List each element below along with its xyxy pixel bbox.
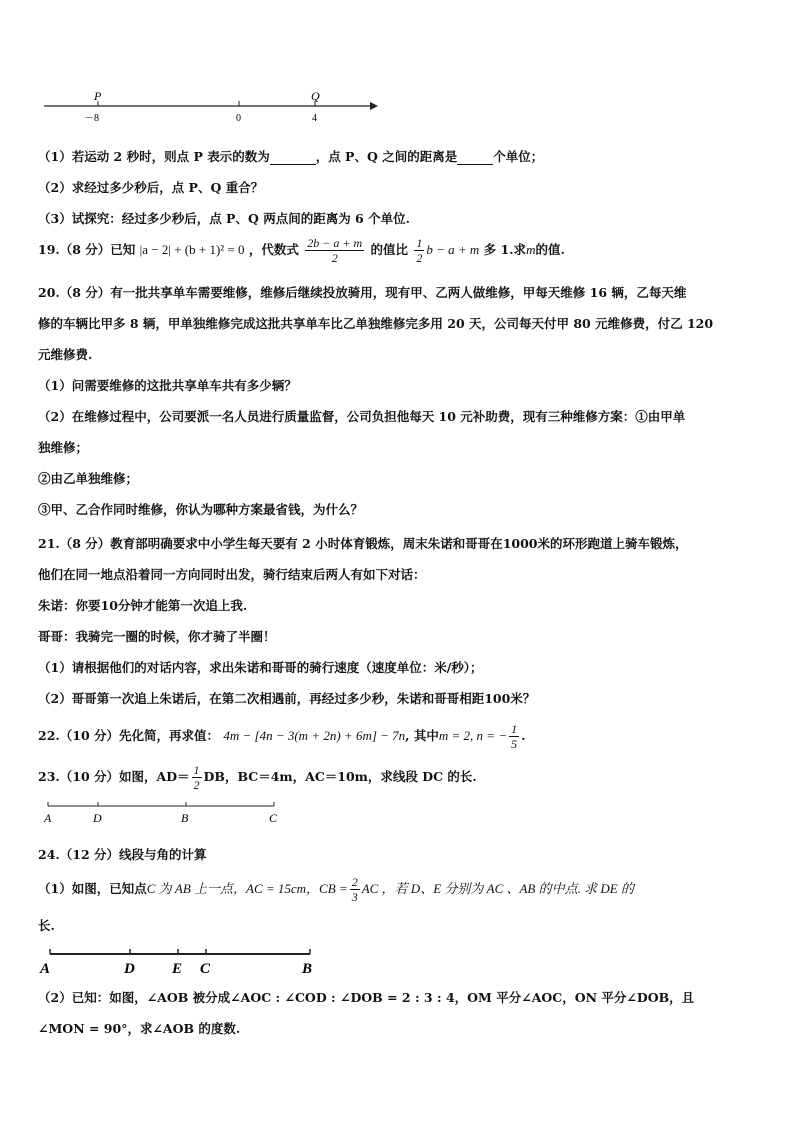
answer-blank-2 — [457, 149, 493, 165]
q21-part1: （1）请根据他们的对话内容，求出朱诺和哥哥的骑行速度（速度单位：米/秒）； — [38, 660, 483, 675]
q19-fraction-2: $\frac{1}{2}$ — [416, 236, 423, 265]
q22-fraction: $\frac{1}{5}$ — [511, 722, 518, 751]
q22-expression: 4m − [4n − 3(m + 2n) + 6m] − 7n — [223, 728, 406, 743]
q21-part2: （2）哥哥第一次追上朱诺后，在第二次相遇前，再经过多少秒，朱诺和哥哥相距100米？ — [38, 691, 536, 706]
q20-part2-b: 独维修； — [38, 440, 89, 455]
q20-part2-c: ②由乙单独维修； — [38, 471, 139, 486]
q23-label-d: D — [93, 811, 102, 825]
q24-title: 24.（12 分）线段与角的计算 — [38, 847, 207, 862]
answer-blank-1 — [270, 149, 316, 165]
q18-part3: （3）试探究：经过多少秒后，点 P、Q 两点间的距离为 6 个单位. — [38, 211, 410, 226]
q19-fraction-1: $\frac{2b - a + m}{2}$ — [307, 236, 363, 265]
q20-part1: （1）问需要维修的这批共享单车共有多少辆？ — [38, 378, 297, 393]
number-line-arrow — [370, 102, 378, 110]
q20-line-1: 20.（8 分）有一批共享单车需要维修，维修后继续投放骑用，现有甲、乙两人做维修，甲每天维修 16 辆，乙每天维 — [38, 285, 687, 300]
q24-label-a: A — [40, 961, 51, 977]
q20-line-2: 修的车辆比甲多 8 辆，甲单独维修完成这批共享单车比乙单独维修完多用 20 天，公司每天付甲 80 元维修费，付乙 120 — [38, 316, 714, 331]
q23-segment-figure — [42, 798, 287, 826]
q21-line-2: 他们在同一地点沿着同一方向同时出发，骑行结束后两人有如下对话： — [38, 567, 426, 582]
q21-line-1: 21.（8 分）教育部明确要求中小学生每天要有 2 小时体育锻炼，周末朱诺和哥哥在1000米的环形跑道上骑车锻炼， — [38, 536, 688, 551]
q24-fraction: $\frac{2}{3}$ — [351, 875, 358, 904]
number-line-figure — [40, 86, 380, 126]
q23-text: 23.（10 分）如图，AD＝ $\frac{1}{2}$ DB，BC＝4m，AC＝10m，求线段 DC 的长. — [38, 763, 477, 792]
tick-label-0: 0 — [236, 113, 241, 124]
tick-label-4: 4 — [312, 113, 317, 124]
q24-part2-b: ∠MON = 90°，求∠AOB 的度数. — [38, 1021, 241, 1036]
point-q-label: Q — [311, 89, 320, 103]
q21-dialog-1: 朱诺：你要10分钟才能第一次追上我. — [38, 598, 248, 613]
q24-segment-figure — [38, 946, 328, 978]
q23-fraction: $\frac{1}{2}$ — [193, 763, 200, 792]
q24-label-e: E — [172, 961, 183, 977]
point-p-label: P — [94, 89, 102, 103]
q23-label-a: A — [44, 811, 52, 825]
q23-label-c: C — [269, 811, 278, 825]
q24-label-b: B — [302, 961, 313, 977]
q19-text: 19.（8 分）已知 |a − 2| + (b + 1)² = 0 ，代数式 $\frac{2b - a + m}{2}$ 的值比 $\frac{1}{2}$ b − a + m 多 1.求m的值. — [38, 236, 565, 265]
q18-part2: （2）求经过多少秒后，点 P、Q 重合？ — [38, 180, 264, 195]
q24-part1: （1）如图，已知点C 为 AB 上一点，AC = 15cm，CB = $\frac{2}{3}$ AC ，若 D、E 分别为 AC 、AB 的中点. 求 DE 的 — [38, 875, 634, 904]
q23-label-b: B — [181, 811, 189, 825]
q20-part2-a: （2）在维修过程中，公司要派一名人员进行质量监督，公司负担他每天 10 元补助费，现有三种维修方案：①由甲单 — [38, 409, 686, 424]
q24-label-c: C — [200, 961, 211, 977]
q24-label-d: D — [124, 961, 135, 977]
q20-part2-d: ③甲、乙合作同时维修，你认为哪种方案最省钱，为什么？ — [38, 502, 364, 517]
q20-line-3: 元维修费. — [38, 347, 93, 362]
q18-part1: （1）若运动 2 秒时，则点 P 表示的数为 ，点 P、Q 之间的距离是 个单位； — [38, 149, 544, 164]
q21-dialog-2: 哥哥：我骑完一圈的时候，你才骑了半圈！ — [38, 629, 276, 644]
q24-part1-end: 长. — [38, 918, 55, 933]
tick-label-minus8: －8 — [84, 113, 99, 124]
q19-condition: |a − 2| + (b + 1)² = 0 — [139, 242, 245, 257]
q24-part2-a: （2）已知：如图，∠AOB 被分成∠AOC : ∠COD : ∠DOB = 2 : 3 : 4，OM 平分∠AOC，ON 平分∠DOB，且 — [38, 990, 695, 1005]
q22-text: 22.（10 分）先化简，再求值： 4m − [4n − 3(m + 2n) + 6m] − 7n, 其中m = 2, n = − $\frac{1}{5}$ . — [38, 722, 526, 751]
